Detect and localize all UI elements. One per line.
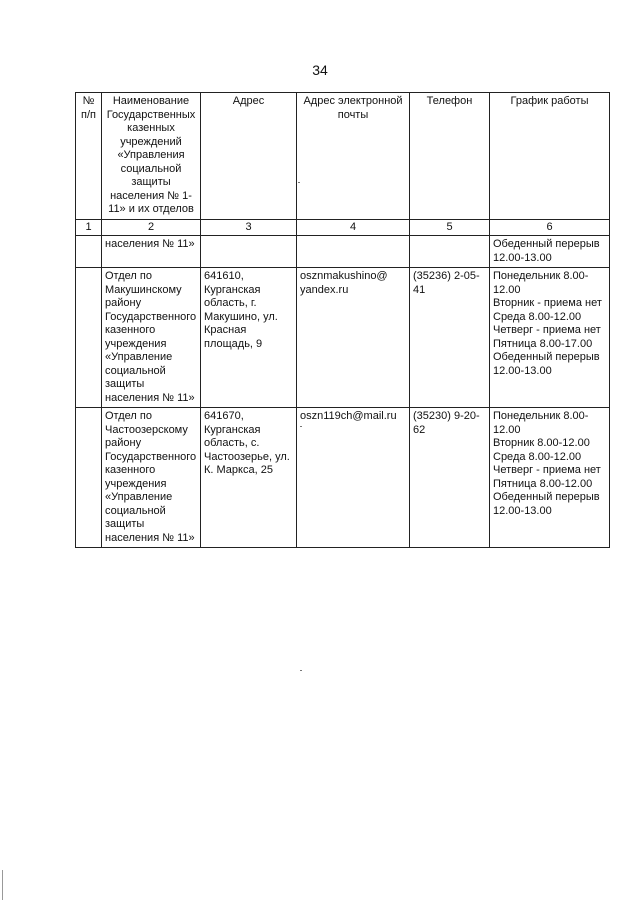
offices-table [75,92,610,548]
page-number: 34 [312,62,328,78]
header-name: Наименование Государственных казенных учреждений «Управления социальной защиты населения № 1-11» и их отделов [102,93,201,220]
cell-phone: (35230) 9-20-62 [410,408,490,548]
cell-email: osznmakushino@ yandex.ru [297,268,410,408]
cell-phone [410,236,490,268]
cell-email: oszn119ch@mail.ru [297,408,410,548]
table-row [76,236,610,268]
table-row [76,268,610,408]
cell-num [76,268,102,408]
schedule-line: Обеденный перерыв 12.00-13.00 [493,491,600,517]
schedule-line: Четверг - приема нет [493,464,601,476]
column-number: 5 [410,219,490,236]
header-email: Адрес электронной почты [297,93,410,220]
header-schedule: График работы [490,93,610,220]
column-number: 1 [76,219,102,236]
cell-schedule [490,408,610,548]
schedule-line: Обеденный перерыв 12.00-13.00 [493,238,600,264]
column-number: 3 [201,219,297,236]
schedule-line: Вторник 8.00-12.00 [493,437,590,449]
schedule-line: Понедельник 8.00-12.00 [493,270,589,296]
table-row [76,408,610,548]
cell-schedule [490,236,610,268]
schedule-line: Вторник - приема нет [493,297,602,309]
schedule-line: Пятница 8.00-17.00 [493,337,593,350]
schedule-line: Пятница 8.00-12.00 [493,477,593,490]
scan-edge-mark [2,870,3,900]
cell-address: 641670, Курганская область, с. Частоозерье, ул. К. Маркса, 25 [201,408,297,548]
cell-num [76,408,102,548]
cell-name: Отдел по Частоозерскому району Государственного казенного учреждения «Управление социальной защиты населения № 11» [102,408,201,548]
schedule-line: Понедельник 8.00-12.00 [493,410,589,436]
cell-phone: (35236) 2-05-41 [410,268,490,408]
cell-address [201,236,297,268]
cell-name: населения № 11» [102,236,201,268]
scan-speck [298,182,300,183]
cell-email [297,236,410,268]
cell-schedule [490,268,610,408]
scan-speck [300,670,302,671]
table-header-row [76,93,610,220]
column-number: 6 [490,219,610,236]
cell-address: 641610, Курганская область, г. Макушино, ул. Красная площадь, 9 [201,268,297,408]
cell-num [76,236,102,268]
schedule-line: Среда 8.00-12.00 [493,310,582,323]
header-num: № п/п [76,93,102,220]
header-phone: Телефон [410,93,490,220]
header-address: Адрес [201,93,297,220]
column-number: 4 [297,219,410,236]
column-number: 2 [102,219,201,236]
schedule-line: Четверг - приема нет [493,324,601,336]
column-number-row [76,219,610,236]
schedule-line: Среда 8.00-12.00 [493,450,582,463]
scan-speck [300,426,302,427]
cell-name: Отдел по Макушинскому району Государственного казенного учреждения «Управление социальной защиты населения № 11» [102,268,201,408]
schedule-line: Обеденный перерыв 12.00-13.00 [493,351,600,377]
